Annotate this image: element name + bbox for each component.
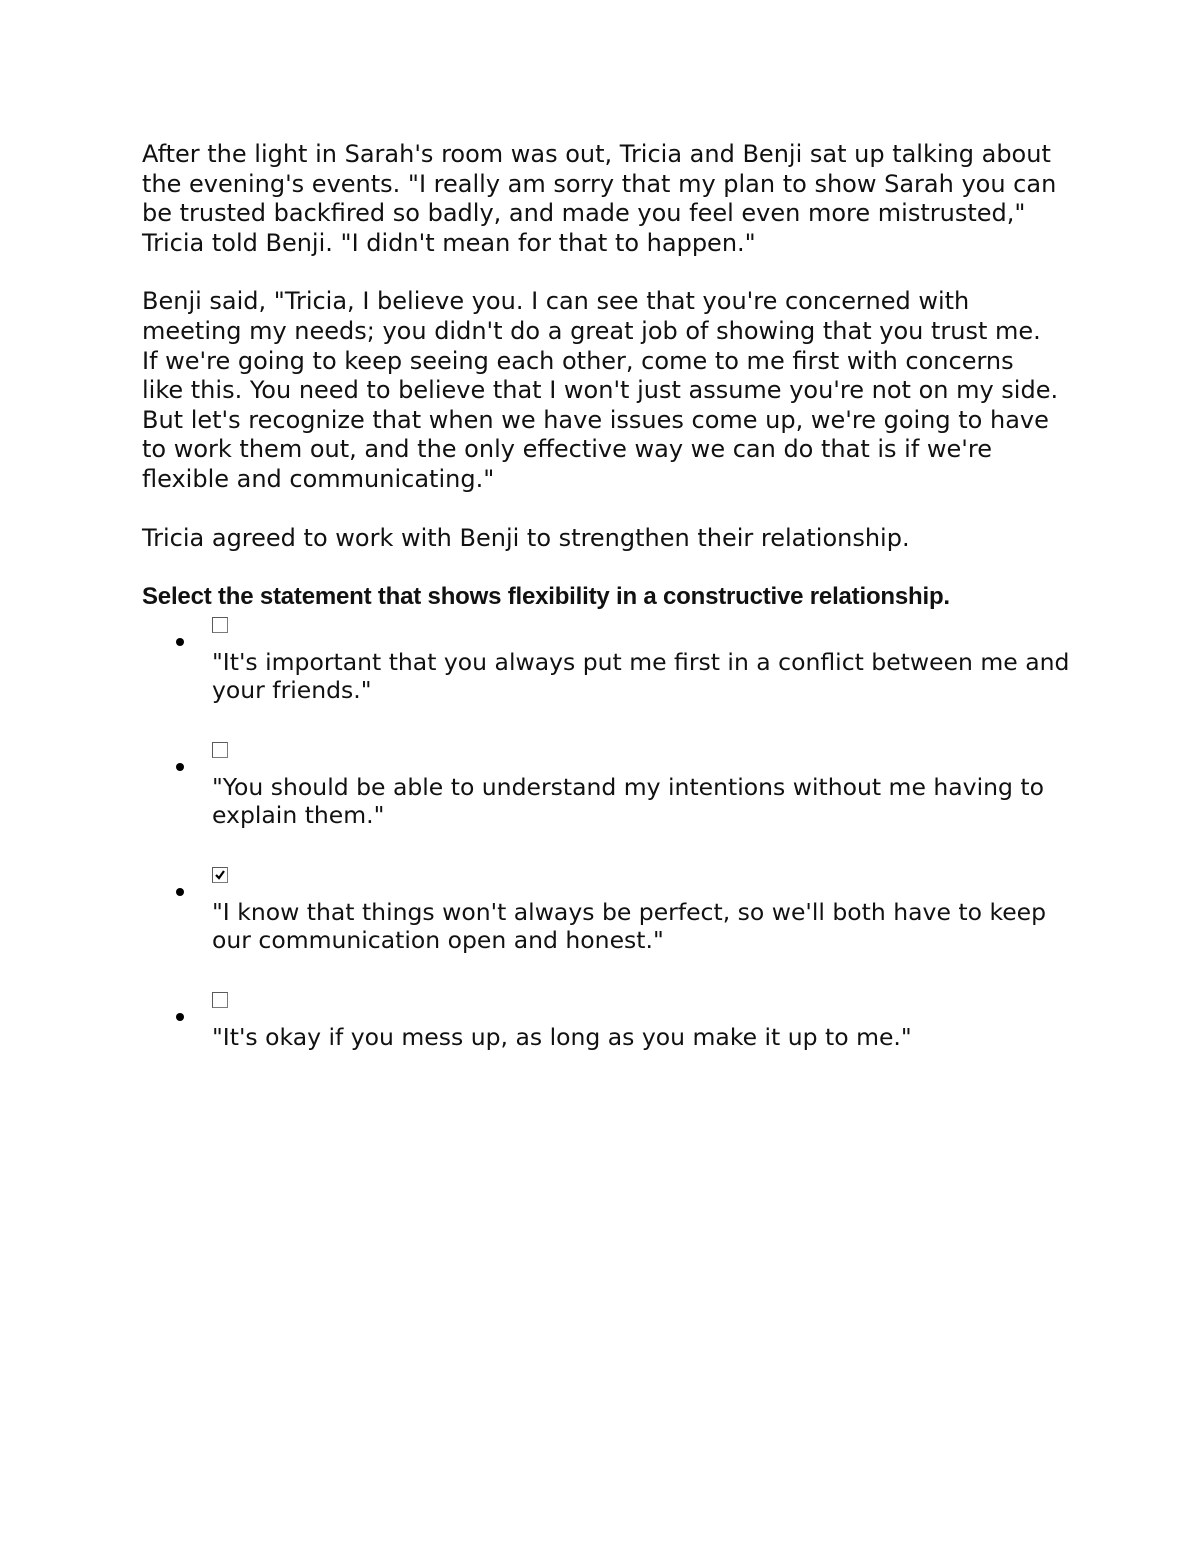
option-4-text: "It's okay if you mess up, as long as you make it up to me." [212,1023,912,1052]
bullet-icon [176,763,184,771]
option-1-checkbox[interactable] [212,617,228,633]
bullet-icon [176,888,184,896]
passage-paragraph-1: After the light in Sarah's room was out, Tricia and Benji sat up talking about the evening's events. "I really am sorry that my plan to show Sarah you can be trusted backfired so badly, and made you feel even more mistrusted," Tricia told Benji. "I didn't mean for that to happen." [142,140,1057,257]
bullet-icon [176,1013,184,1021]
passage-paragraph-2: Benji said, "Tricia, I believe you. I can see that you're concerned with meeting my needs; you didn't do a great job of showing that you trust me. If we're going to keep seeing each other, come to me first with concerns like this. You need to believe that I won't just assume you're not on my side. But let's recognize that when we have issues come up, we're going to have to work them out, and the only effective way we can do that is if we're flexible and communicating." [142,287,1059,493]
passage-paragraph-3: Tricia agreed to work with Benji to strengthen their relationship. [142,523,910,552]
question-prompt: Select the statement that shows flexibility in a constructive relationship. [142,583,950,611]
bullet-icon [176,638,184,646]
document-page [142,140,1070,1089]
answer-option-4 [142,992,1062,1051]
checkmark-icon [214,869,226,881]
option-3-checkbox[interactable] [212,867,228,883]
option-2-text: "You should be able to understand my intentions without me having to explain them." [212,773,1044,830]
answer-option-2 [142,742,1062,829]
answer-option-1 [142,617,1070,705]
answer-option-3 [142,867,1062,954]
option-3-text: "I know that things won't always be perfect, so we'll both have to keep our communication open and honest." [212,898,1047,955]
option-1-text: "It's important that you always put me first in a conflict between me and your friends." [212,648,1070,705]
option-4-checkbox[interactable] [212,992,228,1008]
option-2-checkbox[interactable] [212,742,228,758]
answer-options-list [142,617,1070,1052]
